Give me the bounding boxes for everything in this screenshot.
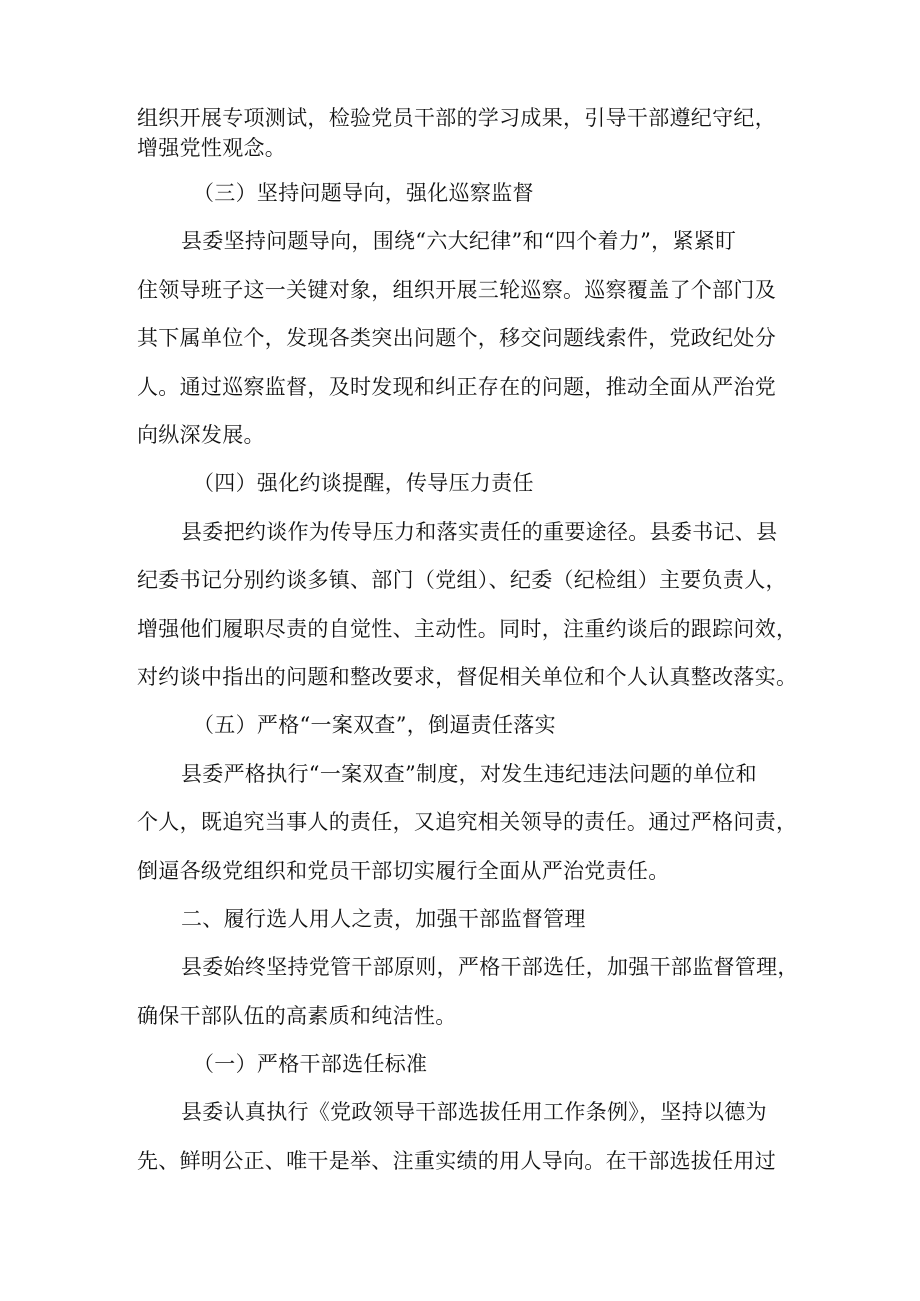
section-heading: 二、履行选人用人之责，加强干部监督管理	[181, 907, 586, 931]
paragraph-line: 纪委书记分别约谈多镇、部门（党组）、纪委（纪检组）主要负责人，	[137, 568, 787, 592]
paragraph-line: 县委始终坚持党管干部原则，严格干部选任，加强干部监督管理，	[181, 955, 799, 979]
paragraph-line: 其下属单位个，发现各类突出问题个，移交问题线索件，党政纪处分	[137, 326, 776, 350]
paragraph-line: 县委坚持问题导向，围绕“六大纪律”和“四个着力”，紧紧盯	[181, 229, 737, 253]
paragraph-line: 倒逼各级党组织和党员干部切实履行全面从严治党责任。	[137, 859, 670, 883]
paragraph-line: 对约谈中指出的问题和整改要求，督促相关单位和个人认真整改落实。	[137, 665, 798, 689]
section-heading: （一）严格干部选任标准	[193, 1052, 428, 1076]
paragraph-line: 个人，既追究当事人的责任，又追究相关领导的责任。通过严格问责，	[137, 810, 798, 834]
paragraph-line: 县委把约谈作为传导压力和落实责任的重要途径。县委书记、县	[181, 520, 778, 544]
paragraph-line: 县委严格执行“一案双查”制度，对发生违纪违法问题的单位和	[181, 762, 757, 786]
paragraph-line: 先、鲜明公正、唯干是举、注重实绩的用人导向。在干部选拔任用过	[137, 1149, 776, 1173]
paragraph-line: 确保干部队伍的高素质和纯洁性。	[137, 1004, 457, 1028]
paragraph-line: 向纵深发展。	[137, 423, 265, 447]
section-heading: （四）强化约谈提醒，传导压力责任	[193, 471, 534, 495]
paragraph-line: 人。通过巡察监督，及时发现和纠正存在的问题，推动全面从严治党	[137, 375, 776, 399]
paragraph-line: 住领导班子这一关键对象，组织开展三轮巡察。巡察覆盖了个部门及	[137, 278, 776, 302]
section-heading: （三）坚持问题导向，强化巡察监督	[193, 181, 534, 205]
paragraph-line: 县委认真执行《党政领导干部选拔任用工作条例》，坚持以德为	[181, 1100, 767, 1124]
paragraph-line: 增强他们履职尽责的自觉性、主动性。同时，注重约谈后的跟踪问效，	[137, 617, 798, 641]
section-heading: （五）严格“一案双查”，倒逼责任落实	[193, 713, 556, 737]
paragraph-line: 组织开展专项测试，检验党员干部的学习成果，引导干部遵纪守纪，	[137, 106, 776, 130]
paragraph-line: 增强党性观念。	[137, 136, 287, 160]
